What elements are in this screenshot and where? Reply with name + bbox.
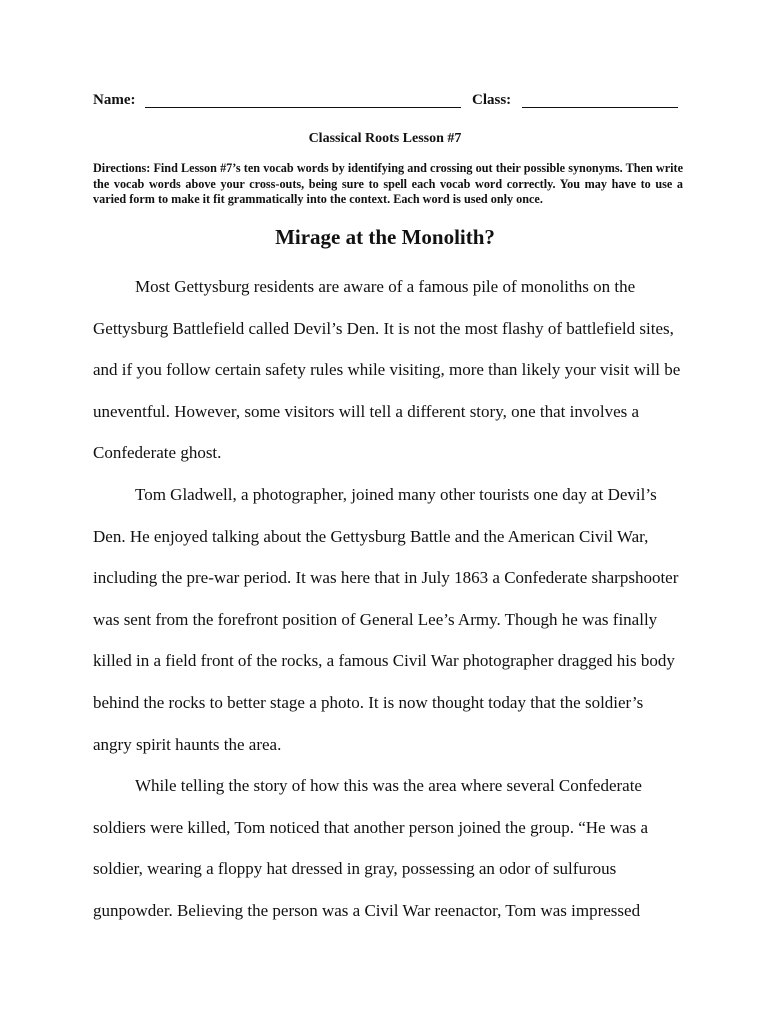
story-title: Mirage at the Monolith?: [275, 225, 495, 249]
directions-text: Directions: Find Lesson #7’s ten vocab words by identifying and crossing out their possible synonyms. Then write the vocab words above your cross-outs, being sure to spell each vocab word correctly. You may have to use a varied form to make it fit grammatically into the context. Each word is used only once.: [93, 161, 683, 206]
story-body: [93, 266, 683, 932]
name-label: Name:: [93, 92, 136, 108]
lesson-title: Classical Roots Lesson #7: [308, 131, 462, 146]
paragraph-2: Tom Gladwell, a photographer, joined many other tourists one day at Devil’s Den. He enjoyed talking about the Gettysburg Battle and the American Civil War, including the pre-war period. It was here that in July 1863 a Confederate sharpshooter was sent from the forefront position of General Lee’s Army. Though he was finally killed in a field front of the rocks, a famous Civil War photographer dragged his body behind the rocks to better stage a photo. It is now thought today that the soldier’s angry spirit haunts the area.: [93, 484, 679, 754]
header-row: [93, 92, 693, 114]
paragraph-1: Most Gettysburg residents are aware of a famous pile of monoliths on the Gettysburg Battlefield called Devil’s Den. It is not the most flashy of battlefield sites, and if you follow certain safety rules while visiting, more than likely your visit will be uneventful. However, some visitors will tell a different story, one that involves a Confederate ghost.: [93, 277, 681, 463]
class-label: Class:: [472, 92, 512, 108]
paragraph-3: While telling the story of how this was the area where several Confederate soldiers were killed, Tom noticed that another person joined the group. “He was a soldier, wearing a floppy hat dressed in gray, possessing an odor of sulfurous gunpowder. Believing the person was a Civil War reenactor, Tom was impressed: [93, 776, 649, 920]
class-blank-line: [522, 107, 678, 108]
name-blank-line: [145, 107, 461, 108]
